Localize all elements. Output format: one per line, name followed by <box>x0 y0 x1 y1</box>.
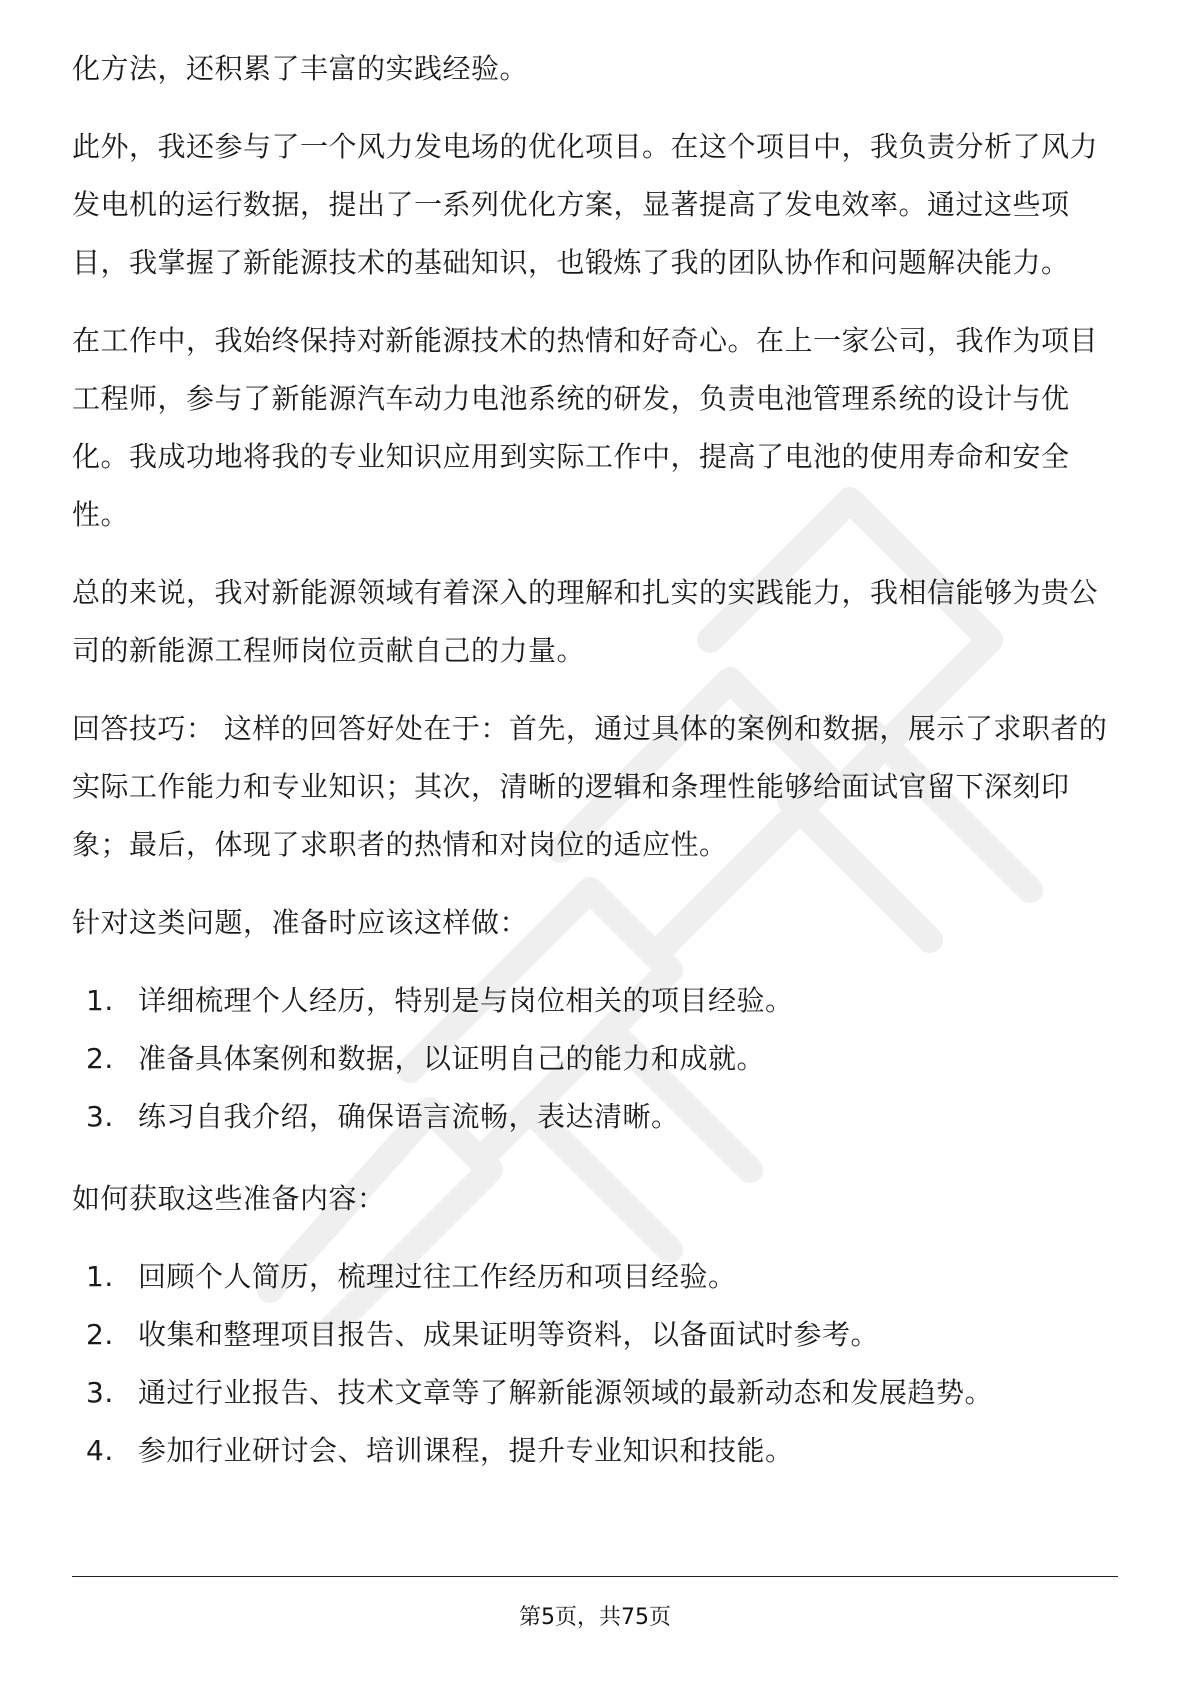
list-number: 1. <box>86 1260 114 1293</box>
list-item <box>72 972 1118 1030</box>
paragraph: 此外，我还参与了一个风力发电场的优化项目。在这个项目中，我负责分析了风力发电机的运行数据，提出了一系列优化方案，显著提高了发电效率。通过这些项目，我掌握了新能源技术的基础知识，也锻炼了我的团队协作和问题解决能力。 <box>72 130 1099 279</box>
list-number: 3. <box>86 1376 114 1409</box>
list-item <box>72 1306 1118 1364</box>
list-text: 参加行业研讨会、培训课程，提升专业知识和技能。 <box>138 1434 794 1467</box>
page-number: 第5页，共75页 <box>519 1605 671 1630</box>
paragraph: 总的来说，我对新能源领域有着深入的理解和扎实的实践能力，我相信能够为贵公司的新能源工程师岗位贡献自己的力量。 <box>72 576 1099 667</box>
list-number: 2. <box>86 1318 114 1351</box>
list-number: 2. <box>86 1042 114 1075</box>
list-text: 准备具体案例和数据，以证明自己的能力和成就。 <box>138 1042 766 1075</box>
list-item <box>72 1030 1118 1088</box>
list-item <box>72 1364 1118 1422</box>
list-item <box>72 1422 1118 1480</box>
list-text: 收集和整理项目报告、成果证明等资料，以备面试时参考。 <box>138 1318 880 1351</box>
list-number: 1. <box>86 984 114 1017</box>
paragraph: 如何获取这些准备内容： <box>72 1182 386 1215</box>
sources-list <box>72 1248 1118 1480</box>
list-text: 详细梳理个人经历，特别是与岗位相关的项目经验。 <box>138 984 794 1017</box>
paragraph: 化方法，还积累了丰富的实践经验。 <box>72 52 529 85</box>
list-item <box>72 1088 1118 1146</box>
paragraph: 回答技巧： 这样的回答好处在于：首先，通过具体的案例和数据，展示了求职者的实际工作能力和专业知识；其次，清晰的逻辑和条理性能够给面试官留下深刻印象；最后，体现了求职者的热情和对岗位的适应性。 <box>72 712 1108 861</box>
list-text: 通过行业报告、技术文章等了解新能源领域的最新动态和发展趋势。 <box>138 1376 994 1409</box>
paragraph: 在工作中，我始终保持对新能源技术的热情和好奇心。在上一家公司，我作为项目工程师，参与了新能源汽车动力电池系统的研发，负责电池管理系统的设计与优化。我成功地将我的专业知识应用到实际工作中，提高了电池的使用寿命和安全性。 <box>72 324 1099 531</box>
footer-divider <box>72 1576 1118 1577</box>
list-item <box>72 1248 1118 1306</box>
list-number: 4. <box>86 1434 114 1467</box>
paragraph: 针对这类问题，准备时应该这样做： <box>72 906 529 939</box>
preparation-list <box>72 972 1118 1146</box>
list-text: 练习自我介绍，确保语言流畅，表达清晰。 <box>138 1100 680 1133</box>
list-text: 回顾个人简历，梳理过往工作经历和项目经验。 <box>138 1260 737 1293</box>
document-body <box>72 40 1118 1504</box>
list-number: 3. <box>86 1100 114 1133</box>
